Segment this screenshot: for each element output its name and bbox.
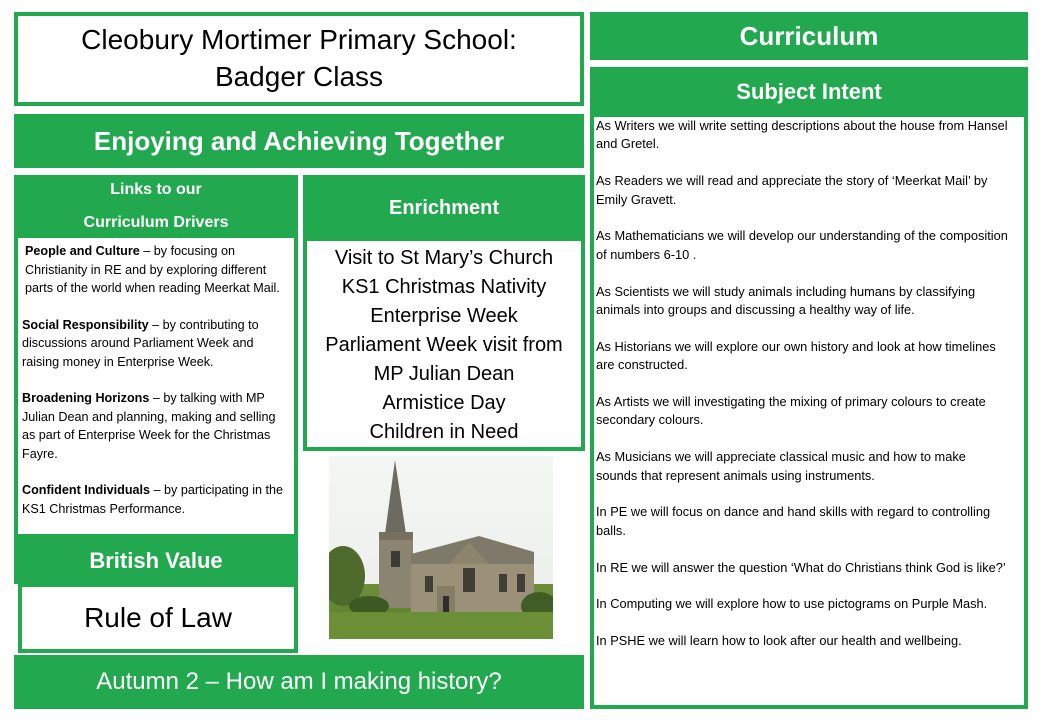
driver-title: Broadening Horizons [22, 391, 150, 405]
enrichment-heading: Enrichment [303, 175, 585, 241]
drivers-heading-line2: Curriculum Drivers [83, 214, 229, 231]
enrichment-list [303, 241, 585, 451]
subject-intent-list [590, 117, 1028, 709]
driver-text: – by talking with MP Julian Dean and planning, making and selling as part of Enterprise Week for the Christmas Fayre. [22, 391, 276, 461]
intent-item: As Writers we will write setting descriptions about the house from Hansel and Gretel. [596, 118, 1008, 152]
intent-item: In Computing we will explore how to use pictograms on Purple Mash. [596, 596, 988, 612]
driver-item [22, 389, 290, 463]
enrichment-item: Parliament Week visit from [325, 334, 563, 356]
intent-item: In PE we will focus on dance and hand skills with regard to controlling balls. [596, 504, 991, 538]
enrichment-item: KS1 Christmas Nativity [341, 276, 547, 298]
driver-item [22, 316, 290, 372]
driver-text: – by participating in the KS1 Christmas Performance. [22, 483, 284, 516]
motto-banner: Enjoying and Achieving Together [14, 114, 584, 168]
school-title-box [14, 12, 584, 106]
intent-item: As Musicians we will appreciate classical music and how to make sounds that represent animals using instruments. [596, 449, 966, 483]
enrichment-item: Armistice Day [382, 392, 506, 414]
church-illustration [329, 456, 553, 639]
enrichment-item: Children in Need [369, 421, 519, 443]
school-title-line1: Cleobury Mortimer Primary School: [81, 24, 517, 56]
term-banner: Autumn 2 – How am I making history? [14, 655, 584, 709]
school-title [81, 22, 517, 96]
driver-text: – by focusing on Christianity in RE and by exploring different parts of the world when reading Meerkat Mail. [25, 244, 280, 295]
driver-title: Social Responsibility [22, 317, 149, 332]
intent-item: As Artists we will investigating the mixing of primary colours to create secondary colours. [596, 394, 986, 428]
enrichment-item: Enterprise Week [370, 305, 518, 327]
british-value-box: Rule of Law [18, 583, 298, 653]
school-title-line2: Badger Class [214, 61, 384, 92]
drivers-heading [14, 175, 298, 241]
intent-item: As Mathematicians we will develop our understanding of the composition of numbers 6-10 . [596, 228, 1008, 262]
driver-item [22, 481, 290, 518]
intent-item: In PSHE we will learn how to look after our health and wellbeing. [596, 633, 962, 649]
intent-item: In RE we will answer the question ‘What do Christians think God is like?’ [596, 559, 1006, 575]
driver-item [22, 242, 290, 298]
curriculum-heading: Curriculum [590, 12, 1028, 60]
subject-intent-heading: Subject Intent [590, 67, 1028, 117]
enrichment-item: Visit to St Mary’s Church [334, 247, 554, 269]
drivers-heading-line1: Links to our [110, 181, 202, 198]
driver-title: Confident Individuals [22, 483, 151, 497]
intent-item: As Readers we will read and appreciate the story of ‘Meerkat Mail’ by Emily Gravett. [596, 173, 988, 207]
church-photo [329, 456, 553, 639]
driver-title: People and Culture [25, 244, 140, 258]
intent-item: As Scientists we will study animals including humans by classifying animals into groups and discussing a healthy way of life. [596, 283, 976, 318]
driver-text: – by contributing to discussions around Parliament Week and raising money in Enterprise Week. [22, 317, 259, 369]
intent-item: As Historians we will explore our own history and look at how timelines are constructed. [596, 338, 996, 373]
british-value-heading: British Value [14, 538, 298, 584]
drivers-list [14, 238, 298, 538]
enrichment-item: MP Julian Dean [373, 363, 515, 385]
